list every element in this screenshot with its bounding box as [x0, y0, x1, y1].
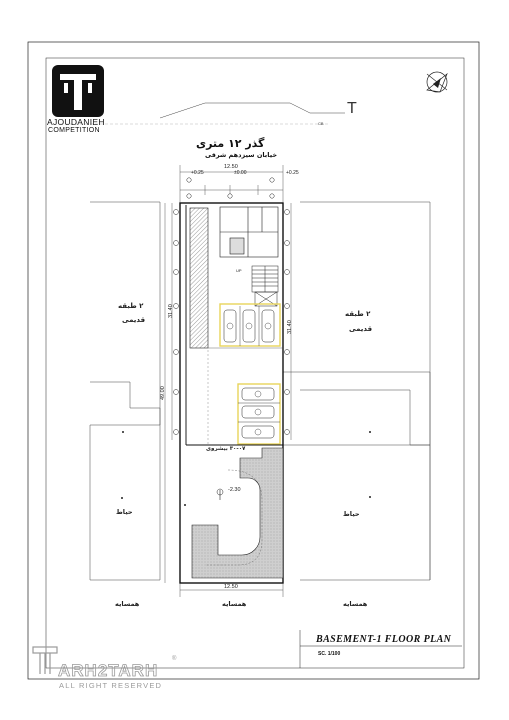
- brand-name: AJOUDANIEH: [47, 117, 105, 127]
- watermark-logo-icon: [33, 647, 57, 674]
- bottom-neighbor-right: همسایه: [343, 600, 368, 608]
- brand-subtitle: COMPETITION: [48, 127, 100, 134]
- left-ramp: [190, 208, 208, 348]
- watermark-text: ARH2TARH: [58, 661, 159, 680]
- sheet-title: BASEMENT-1 FLOOR PLAN: [316, 634, 452, 645]
- brand-logo: [52, 65, 104, 117]
- staircase: [252, 266, 278, 292]
- left-building-floors: ۲ طبقه: [118, 302, 144, 310]
- parking-group-1: [220, 304, 280, 346]
- right-yard-label: حیاط: [343, 510, 360, 518]
- left-dimension-line: [165, 203, 172, 583]
- street-edge: [160, 103, 345, 118]
- street-name: گذر ۱۲ متری: [196, 137, 265, 150]
- right-neighbor-outline: [300, 202, 430, 580]
- ramp-note: ۳۰-۰۷ بیشروی: [206, 446, 246, 452]
- level-left: +0.25: [191, 170, 204, 176]
- up-mark: UP: [236, 268, 242, 273]
- brand-logo-icon: [52, 65, 104, 117]
- bottom-neighbor-left: همسایه: [115, 600, 140, 608]
- watermark-registered: ®: [172, 656, 177, 662]
- right-building-footprint: [283, 372, 430, 445]
- parking-group-2: [238, 384, 280, 444]
- ramp-level: -2.30: [228, 487, 241, 493]
- dim-width-bottom: 12.50: [224, 584, 238, 590]
- dim-depth-left-total: 49.00: [160, 386, 166, 400]
- left-building-age: قدیمی: [122, 316, 146, 324]
- sheet-scale: SC. 1/100: [318, 651, 341, 657]
- street-subname: خیابان سیزدهم شرقی: [205, 151, 278, 159]
- bottom-neighbor-center: همسایه: [222, 600, 247, 608]
- spiral-ramp: [192, 448, 283, 578]
- service-core: [220, 207, 278, 257]
- dim-width-top: 12.50: [224, 164, 238, 170]
- north-note: CB: [318, 121, 324, 126]
- level-right: +0.25: [286, 170, 299, 176]
- left-neighbor-outline: [90, 202, 160, 580]
- right-building-floors: ۲ طبقه: [345, 310, 371, 318]
- dim-depth-left: 31.40: [168, 304, 174, 318]
- left-yard-label: حیاط: [116, 508, 133, 516]
- left-building-footprint: [90, 382, 160, 425]
- north-arrow-icon: [427, 72, 447, 92]
- right-building-age: قدیمی: [349, 325, 373, 333]
- watermark-subtitle: ALL RIGHT RESERVED: [59, 681, 163, 690]
- dim-depth-right: 31.40: [287, 320, 293, 334]
- level-center: ±0.00: [234, 170, 247, 176]
- north-mark: T: [347, 100, 357, 117]
